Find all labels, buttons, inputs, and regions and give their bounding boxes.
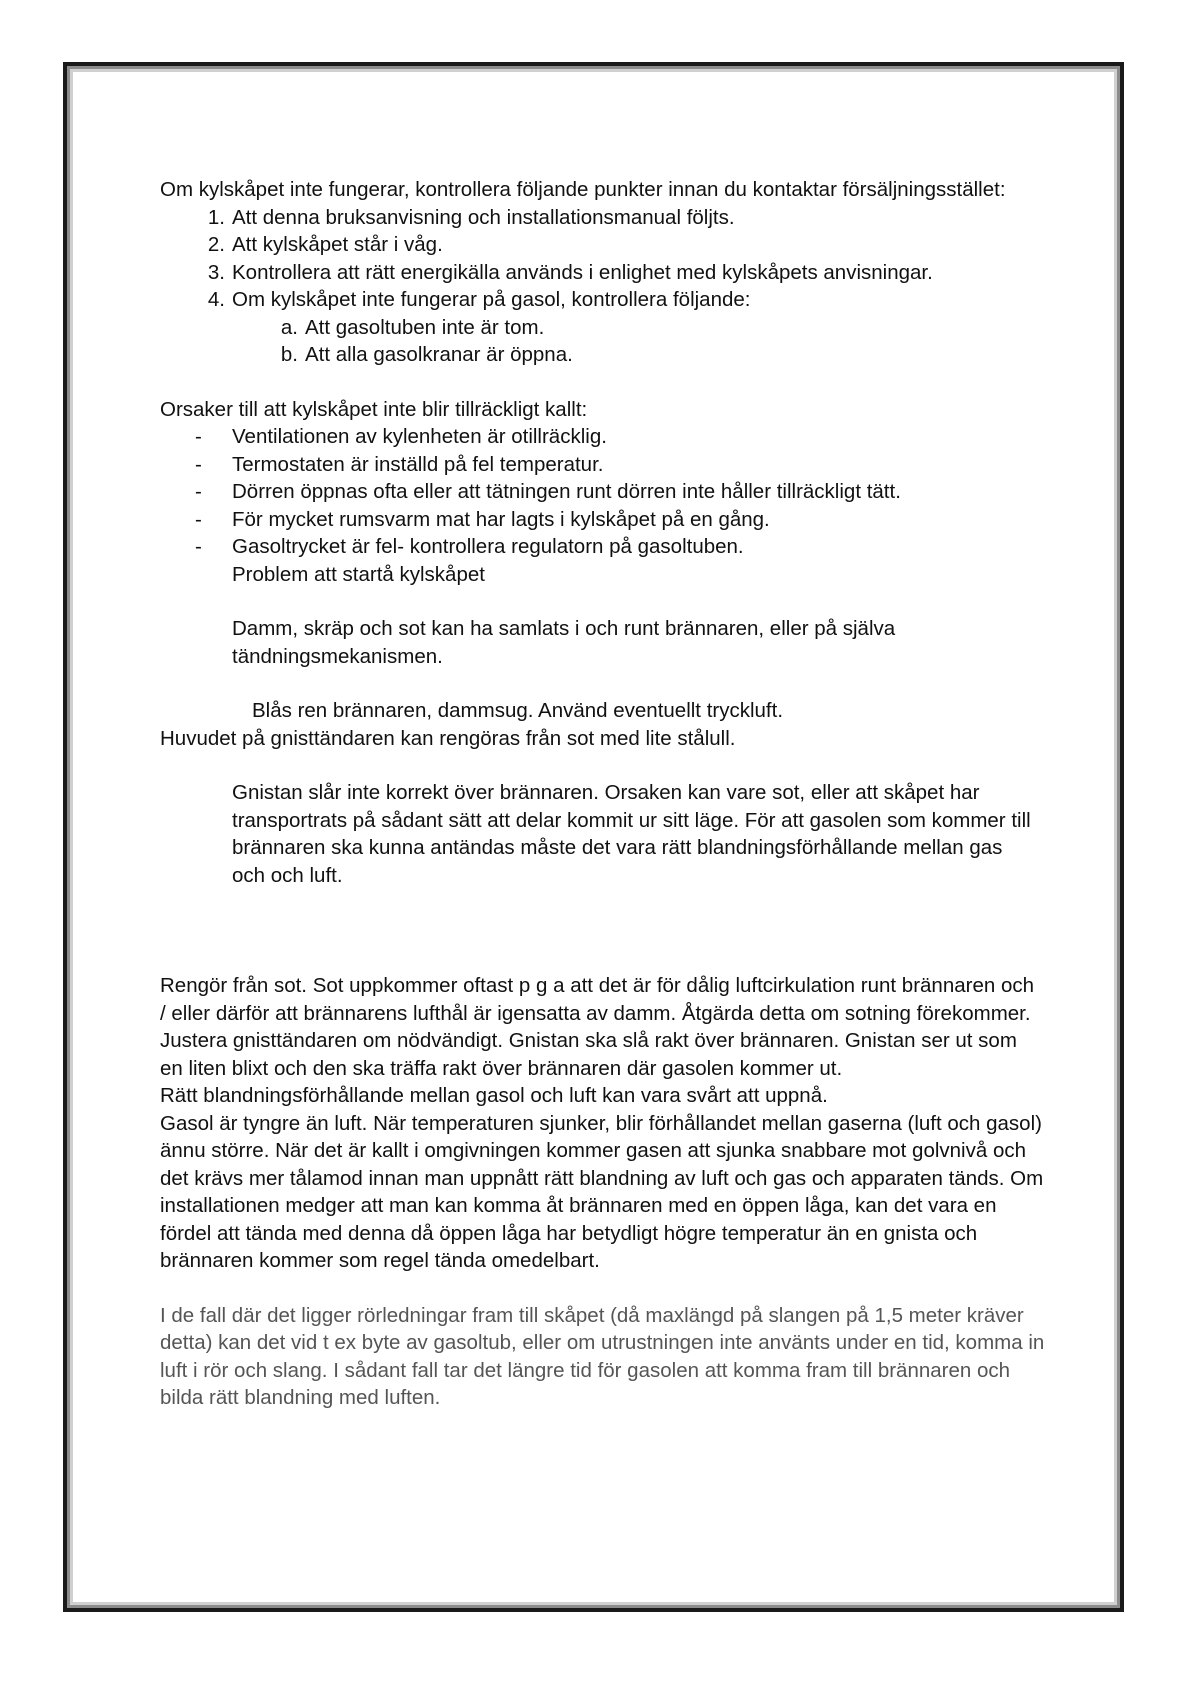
list-marker: - (195, 507, 202, 531)
list-marker: - (195, 480, 202, 503)
list-item-text: Gasoltrycket är fel- kontrollera regulatorn på gasoltuben. (232, 535, 744, 558)
list-marker: 1. (207, 205, 225, 229)
list-item (160, 286, 1060, 314)
list-item-text: Termostaten är inställd på fel temperatur. (232, 452, 604, 476)
list-item-text: Dörren öppnas ofta eller att tätningen runt dörren inte håller tillräckligt tätt. (232, 480, 901, 503)
sub-list-marker: a. (280, 315, 298, 339)
list-item (160, 451, 1060, 479)
document-body (160, 176, 1060, 1412)
checklist (160, 204, 1060, 369)
intro-paragraph: Om kylskåpet inte fungerar, kontrollera följande punkter innan du kontaktar försäljningsstället: (160, 178, 1006, 201)
list-item-text: Om kylskåpet inte fungerar på gasol, kontrollera följande: (232, 288, 751, 311)
list-item (160, 533, 1060, 561)
list-item (160, 204, 1060, 232)
causes-heading: Orsaker till att kylskåpet inte blir tillräckligt kallt: (160, 397, 588, 421)
list-item-text: Att denna bruksanvisning och installationsmanual följts. (232, 205, 735, 229)
sub-list-marker: b. (280, 343, 298, 366)
list-item-text: Att kylskåpet står i våg. (232, 233, 443, 256)
dust-paragraph: Damm, skräp och sot kan ha samlats i och runt brännaren, eller på själva tändningsmekanismen. (232, 617, 896, 668)
mixing-paragraph: Rätt blandningsförhållande mellan gasol och luft kan vara svårt att uppnå. (160, 1084, 828, 1107)
list-item-text: Kontrollera att rätt energikälla används i enlighet med kylskåpets anvisningar. (232, 260, 933, 284)
igniter-head-paragraph: Huvudet på gnisttändaren kan rengöras från sot med lite stålull. (160, 726, 736, 750)
list-item (160, 506, 1060, 534)
sub-list-item (160, 341, 1060, 369)
sub-list-item-text: Att gasoltuben inte är tom. (305, 315, 545, 339)
list-item (160, 231, 1060, 259)
clean-soot-paragraph: Rengör från sot. Sot uppkommer oftast p g a att det är för dålig luftcirkulation runt brännaren och / eller därför att brännarens lufthål är igensatta av damm. Åtgärda detta om sotning förekommer. (160, 974, 1035, 1025)
sub-list-item-text: Att alla gasolkranar är öppna. (305, 343, 573, 366)
list-marker: - (195, 425, 202, 448)
causes-list (160, 423, 1060, 561)
list-marker: 3. (207, 260, 225, 284)
list-item-text: Ventilationen av kylenheten är otillräcklig. (232, 425, 607, 448)
sub-list-item (160, 314, 1060, 342)
list-item (160, 478, 1060, 506)
start-problem-heading: Problem att startå kylskåpet (232, 562, 485, 586)
pipes-paragraph: I de fall där det ligger rörledningar fram till skåpet (då maxlängd på slangen på 1,5 meter kräver detta) kan det vid t ex byte av gasoltub, eller om utrustningen inte använts under en tid, komma in luft i rör och slang. I sådant fall tar det längre tid för gasolen att komma fram till brännaren och bilda rätt blandning med luften. (160, 1303, 1045, 1409)
list-marker: - (195, 535, 202, 558)
blow-clean-paragraph: Blås ren brännaren, dammsug. Använd eventuellt tryckluft. (252, 699, 784, 722)
list-marker: 2. (207, 233, 225, 256)
list-marker: - (195, 452, 202, 476)
adjust-igniter-paragraph: Justera gnisttändaren om nödvändigt. Gnistan ska slå rakt över brännaren. Gnistan ser ut som en liten blixt och den ska träffa rakt över brännaren där gasolen kommer ut. (160, 1029, 1017, 1080)
list-item (160, 259, 1060, 287)
list-marker: 4. (207, 288, 225, 311)
gas-heavier-paragraph: Gasol är tyngre än luft. När temperaturen sjunker, blir förhållandet mellan gaserna (luft och gasol) ännu större. När det är kallt i omgivningen kommer gasen att sjunka snabbare mot golvnivå och det krävs mer tålamod innan man uppnått rätt blandning av luft och gas och apparaten tänds. Om installationen medger att man kan komma åt brännaren med en öppen låga, kan det vara en fördel att tända med denna då öppen låga har betydligt högre temperatur än en gnista och brännaren kommer som regel tända omedelbart. (160, 1111, 1044, 1272)
spark-paragraph: Gnistan slår inte korrekt över brännaren. Orsaken kan vare sot, eller att skåpet har transportrats på sådant sätt att delar kommit ur sitt läge. För att gasolen som kommer till brännaren ska kunna antändas måste det vara rätt blandningsförhållande mellan gas och och luft. (232, 781, 1031, 887)
list-item (160, 423, 1060, 451)
list-item-text: För mycket rumsvarm mat har lagts i kylskåpet på en gång. (232, 507, 770, 531)
